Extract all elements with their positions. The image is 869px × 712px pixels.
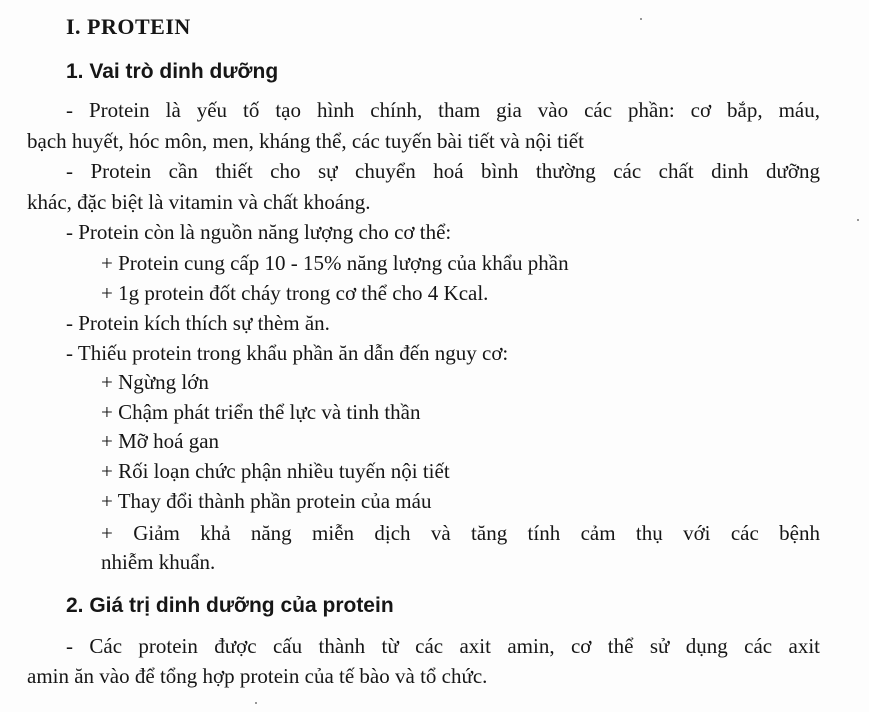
bullet-line: + 1g protein đốt cháy trong cơ thể cho 4 Kcal. [101,281,489,305]
section-title: I. PROTEIN [66,14,191,39]
subsection-2-heading: 2. Giá trị dinh dưỡng của protein [66,594,394,617]
paragraph-line: - Protein kích thích sự thèm ăn. [66,311,330,335]
paragraph-line: khác, đặc biệt là vitamin và chất khoáng. [27,190,371,214]
bullet-line: + Ngừng lớn [101,370,209,394]
bullet-line: + Rối loạn chức phận nhiều tuyến nội tiết [101,459,450,483]
scan-speck [640,18,642,20]
scan-speck [255,702,257,704]
paragraph-line: - Protein còn là nguồn năng lượng cho cơ thể: [66,220,452,244]
scan-speck [857,219,859,221]
bullet-line: + Giảm khả năng miễn dịch và tăng tính cảm thụ với các bệnh [101,521,820,545]
paragraph-line: - Protein là yếu tố tạo hình chính, tham gia vào các phần: cơ bắp, máu, [66,98,820,122]
bullet-line: + Protein cung cấp 10 - 15% năng lượng của khẩu phần [101,251,569,275]
paragraph-line: - Các protein được cấu thành từ các axit amin, cơ thể sử dụng các axit [66,634,820,658]
bullet-line: + Mỡ hoá gan [101,429,220,453]
subsection-1-heading: 1. Vai trò dinh dưỡng [66,60,279,83]
bullet-line: + Thay đổi thành phần protein của máu [101,489,432,513]
bullet-line: + Chậm phát triển thể lực và tinh thần [101,400,421,424]
paragraph-line: bạch huyết, hóc môn, men, kháng thể, các tuyến bài tiết và nội tiết [27,129,584,153]
bullet-line-continuation: nhiễm khuẩn. [101,550,216,574]
paragraph-line: - Protein cần thiết cho sự chuyển hoá bình thường các chất dinh dưỡng [66,159,820,183]
paragraph-line: amin ăn vào để tổng hợp protein của tế bào và tổ chức. [27,664,488,688]
paragraph-line: - Thiếu protein trong khẩu phần ăn dẫn đến nguy cơ: [66,341,509,365]
